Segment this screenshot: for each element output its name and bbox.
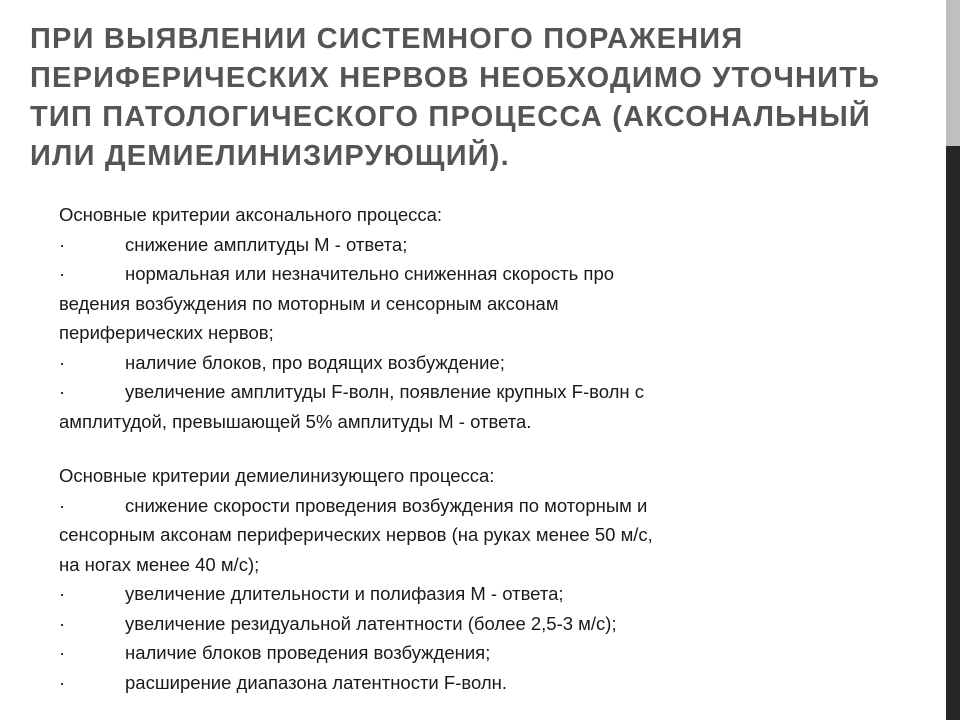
bullet-marker: ·	[59, 351, 66, 373]
list-item	[59, 377, 919, 407]
list-item-text: увеличение резидуальной латентности (более 2,5-3 м/с);	[125, 612, 617, 634]
list-item-continuation: на ногах менее 40 м/с);	[59, 553, 260, 575]
list-item-text: снижение скорости проведения возбуждения по моторным и	[125, 494, 648, 516]
bullet-marker: ·	[59, 494, 66, 516]
list-item-continuation: периферических нервов;	[59, 322, 274, 343]
bullet-marker: ·	[59, 583, 66, 604]
section-heading: Основные критерии демиелинизующего процесса:	[59, 465, 495, 486]
list-item	[59, 668, 919, 698]
list-item	[59, 609, 919, 639]
bullet-marker: ·	[59, 642, 66, 663]
list-item-continuation: сенсорным аксонам периферических нервов (на руках менее 50 м/с,	[59, 524, 653, 545]
list-item-text: наличие блоков, про водящих возбуждение;	[125, 351, 505, 373]
accent-bar-light	[946, 0, 960, 146]
list-item	[59, 348, 919, 378]
list-item	[59, 638, 919, 668]
list-item	[59, 579, 919, 609]
accent-bar-dark	[946, 146, 960, 720]
list-item	[59, 259, 919, 289]
list-item-text: снижение амплитуды М - ответа;	[125, 233, 408, 255]
list-item-continuation: ведения возбуждения по моторным и сенсорным аксонам	[59, 292, 559, 314]
bullet-marker: ·	[59, 612, 66, 634]
list-item-text: увеличение длительности и полифазия М - ответа;	[125, 583, 564, 604]
slide-title: ПРИ ВЫЯВЛЕНИИ СИСТЕМНОГО ПОРАЖЕНИЯ ПЕРИФЕРИЧЕСКИХ НЕРВОВ НЕОБХОДИМО УТОЧНИТЬ ТИП ПАТОЛОГИЧЕСКОГО ПРОЦЕССА (АКСОНАЛЬНЫЙ ИЛИ ДЕМИЕЛИНИЗИРУЮЩИЙ).	[30, 23, 881, 172]
list-item	[59, 491, 919, 521]
list-item-text: расширение диапазона латентности F-волн.	[125, 671, 508, 693]
list-item-text: нормальная или незначительно сниженная скорость про	[125, 263, 615, 284]
demyelinating-criteria-section	[59, 461, 919, 697]
slide-body	[59, 200, 919, 697]
bullet-marker: ·	[59, 671, 66, 693]
list-item-continuation: амплитудой, превышающей 5% амплитуды М - ответа.	[59, 410, 532, 432]
list-item	[59, 230, 919, 260]
list-item-text: увеличение амплитуды F-волн, появление крупных F-волн с	[125, 381, 645, 402]
list-item-text: наличие блоков проведения возбуждения;	[125, 642, 491, 663]
axonal-criteria-section	[59, 200, 919, 436]
section-heading: Основные критерии аксонального процесса:	[59, 204, 443, 225]
bullet-marker: ·	[59, 263, 66, 284]
bullet-marker: ·	[59, 233, 66, 255]
bullet-marker: ·	[59, 381, 66, 402]
